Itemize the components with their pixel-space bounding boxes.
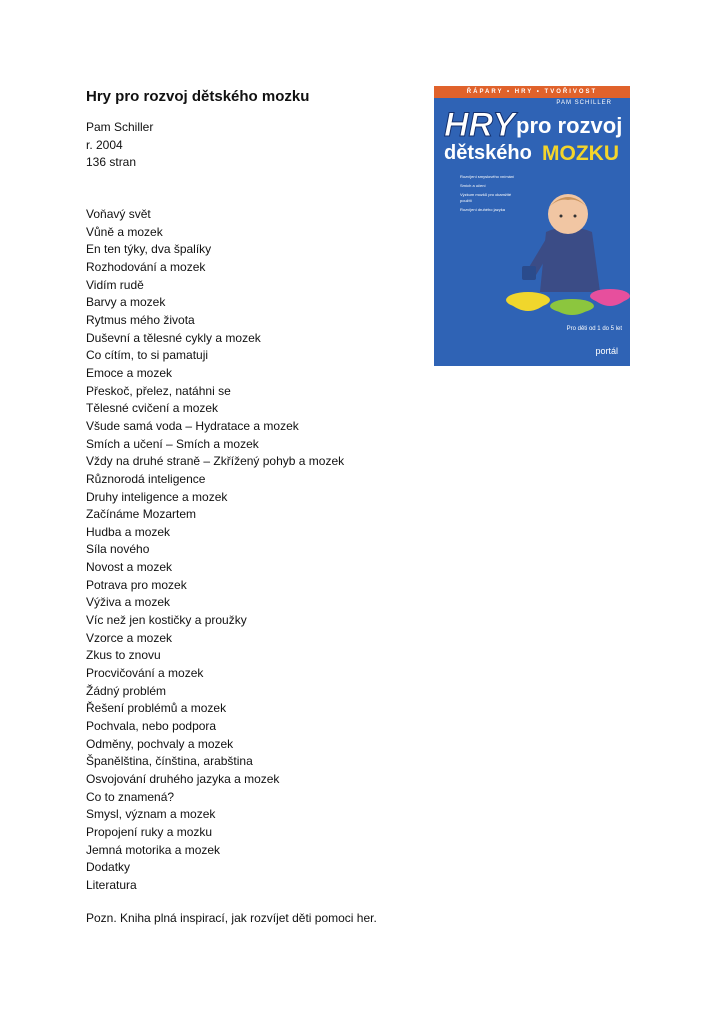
author: Pam Schiller (86, 120, 154, 134)
toc-item: Propojení ruky a mozku (86, 824, 213, 839)
toc-item: Jemná motorika a mozek (86, 842, 221, 857)
toc-item: Začínáme Mozartem (86, 507, 197, 522)
toc-item: En ten týky, dva špalíky (86, 242, 212, 257)
toc-item: Novost a mozek (86, 560, 173, 575)
cover-title-detskeho: dětského (444, 142, 532, 164)
table-of-contents (86, 206, 344, 895)
toc-item: Rytmus mého života (86, 312, 195, 327)
cover-bullet: Smích a učení (460, 183, 486, 188)
cover-title-mozku: MOZKU (542, 142, 619, 165)
toc-item: Španělština, čínština, arabština (86, 754, 253, 769)
toc-item: Zkus to znovu (86, 648, 161, 663)
toc-item: Potrava pro mozek (86, 577, 187, 592)
child-with-bowls-illustration (506, 172, 630, 322)
cover-bullet: Rozvíjení druhého jazyka (460, 207, 505, 212)
toc-item: Výživa a mozek (86, 595, 171, 610)
book-cover (434, 86, 630, 366)
cover-ages: Pro děti od 1 do 5 let (566, 326, 622, 332)
toc-item: Vzorce a mozek (86, 630, 173, 645)
toc-item: Rozhodování a mozek (86, 259, 206, 274)
toc-item: Řešení problémů a mozek (86, 701, 227, 716)
toc-item: Procvičování a mozek (86, 666, 204, 681)
toc-item: Přeskoč, přelez, natáhni se (86, 383, 231, 398)
toc-item: Tělesné cvičení a mozek (86, 401, 219, 416)
toc-item: Osvojování druhého jazyka a mozek (86, 772, 280, 786)
toc-item: Dodatky (86, 860, 131, 875)
toc-item: Co cítím, to si pamatuji (86, 348, 209, 363)
toc-item: Smích a učení – Smích a mozek (86, 436, 259, 451)
page-count: 136 stran (86, 155, 137, 170)
toc-item: Víc než jen kostičky a proužky (86, 613, 247, 628)
toc-item: Smysl, význam a mozek (86, 807, 216, 822)
cover-author: PAM SCHILLER (556, 100, 612, 106)
toc-item: Duševní a tělesné cykly a mozek (86, 330, 261, 345)
book-meta (86, 119, 153, 172)
cover-top-band: ŘÁPARY • HRY • TVOŘIVOST (434, 86, 630, 98)
toc-item: Hudba a mozek (86, 524, 171, 539)
cover-bullet: Rozvíjení smyslového vnímání (460, 174, 515, 179)
cover-title-pro-rozvoj: pro rozvoj (516, 113, 623, 138)
toc-item: Voňavý svět (86, 207, 151, 221)
toc-item: Co to znamená? (86, 789, 175, 804)
toc-item: Žádný problém (86, 683, 167, 698)
toc-item: Všude samá voda – Hydratace a mozek (86, 418, 299, 433)
book-title: Hry pro rozvoj dětského mozku (86, 88, 310, 105)
toc-item: Síla nového (86, 542, 150, 557)
cover-bullet: Výzkum mozků pro okamžité použití (460, 192, 512, 203)
note: Pozn. Kniha plná inspirací, jak rozvíjet děti pomoci her. (86, 911, 377, 925)
toc-item: Druhy inteligence a mozek (86, 489, 228, 504)
toc-item: Odměny, pochvaly a mozek (86, 736, 234, 751)
toc-item: Emoce a mozek (86, 365, 173, 380)
toc-item: Barvy a mozek (86, 295, 166, 310)
cover-title-hry: HRY (444, 106, 516, 144)
toc-item: Vždy na druhé straně – Zkřížený pohyb a mozek (86, 454, 345, 469)
toc-item: Vůně a mozek (86, 224, 163, 239)
toc-item: Literatura (86, 877, 137, 892)
toc-item: Vidím rudě (86, 277, 144, 292)
year: r. 2004 (86, 137, 123, 152)
toc-item: Pochvala, nebo podpora (86, 719, 217, 734)
publisher-logo: portál (595, 346, 618, 356)
toc-item: Různorodá inteligence (86, 471, 206, 486)
